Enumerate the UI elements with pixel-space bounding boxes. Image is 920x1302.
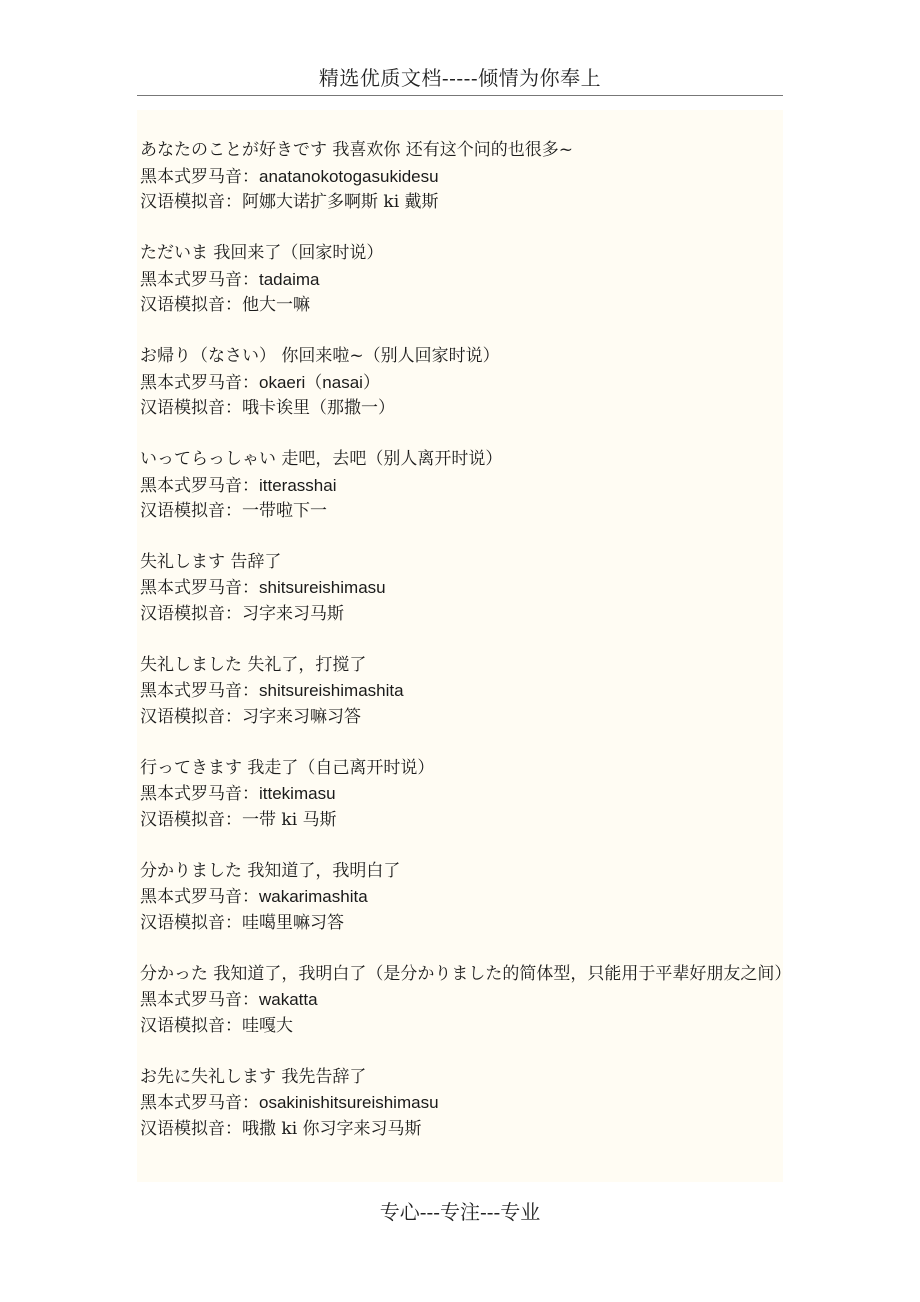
chinese-line [140, 602, 784, 628]
romaji-value: wakarimashita [259, 887, 368, 907]
phrase-entry [140, 550, 784, 628]
chinese-label: 汉语模拟音： [140, 192, 242, 213]
romaji-line [140, 781, 784, 808]
phrase-entry [140, 1065, 784, 1143]
romaji-line [140, 678, 784, 705]
chinese-label: 汉语模拟音： [140, 810, 242, 830]
phrase-line: 分かった 我知道了，我明白了（是分かりました的简体型，只能用于平辈好朋友之间） [140, 963, 792, 984]
romaji-line [140, 370, 784, 397]
chinese-value: 哇噶里嘛习答 [242, 912, 344, 933]
chinese-label: 汉语模拟音： [140, 501, 242, 522]
romaji-label: 黑本式罗马音： [140, 1093, 259, 1114]
chinese-value: 哦卡诶里（那撒一） [242, 398, 395, 419]
romaji-value: ittekimasu [259, 784, 336, 804]
romaji-line [140, 575, 784, 602]
chinese-line [140, 1117, 784, 1143]
romaji-value: itterasshai [259, 475, 337, 495]
chinese-value: 一带啦下一 [242, 501, 327, 522]
romaji-line [140, 884, 784, 911]
phrase-entry [140, 962, 792, 1040]
romaji-label: 黑本式罗马音： [140, 578, 259, 599]
chinese-line [140, 808, 784, 834]
romaji-value: osakinishitsureishimasu [259, 1093, 439, 1113]
romaji-line [140, 164, 784, 191]
romaji-label: 黑本式罗马音： [140, 166, 259, 187]
romaji-value: okaeri（nasai） [259, 372, 380, 392]
phrase-entry [140, 756, 784, 834]
phrase-entry [140, 859, 784, 937]
phrase-line: あなたのことが好きです 我喜欢你 还有这个问的也很多~ [140, 140, 574, 160]
chinese-label: 汉语模拟音： [140, 295, 242, 316]
phrase-entry [140, 344, 784, 422]
page-footer: 专心---专注---专业 [379, 1200, 541, 1224]
header-divider [137, 95, 783, 96]
romaji-value: tadaima [259, 269, 320, 289]
chinese-line [140, 190, 784, 216]
chinese-line [140, 1014, 784, 1040]
chinese-value: 习字来习马斯 [242, 604, 344, 625]
phrase-entry [140, 447, 784, 525]
phrase-line: 分かりました 我知道了，我明白了 [140, 860, 401, 881]
chinese-label: 汉语模拟音： [140, 1015, 242, 1036]
romaji-value: shitsureishimashita [259, 681, 404, 701]
romaji-value: shitsureishimasu [259, 578, 386, 598]
chinese-value: 一带 ki 马斯 [242, 810, 337, 830]
romaji-value: wakatta [259, 990, 318, 1010]
romaji-label: 黑本式罗马音： [140, 269, 259, 290]
chinese-line [140, 499, 784, 525]
chinese-line [140, 705, 784, 731]
phrase-entry [140, 653, 784, 731]
phrase-line: 行ってきます 我走了（自己离开时说） [140, 757, 435, 778]
romaji-label: 黑本式罗马音： [140, 784, 259, 805]
romaji-line [140, 987, 784, 1014]
chinese-value: 他大一嘛 [242, 295, 310, 316]
chinese-line [140, 396, 784, 422]
phrase-line: お帰り（なさい） 你回来啦~（别人回家时说） [140, 345, 500, 366]
romaji-value: anatanokotogasukidesu [259, 166, 439, 186]
phrase-entry [140, 138, 784, 216]
chinese-value: 阿娜大诺扩多啊斯 ki 戴斯 [242, 192, 439, 213]
romaji-line [140, 1090, 784, 1117]
chinese-line [140, 293, 784, 319]
romaji-label: 黑本式罗马音： [140, 990, 259, 1011]
romaji-line [140, 267, 784, 294]
chinese-label: 汉语模拟音： [140, 707, 242, 728]
chinese-value: 哦撒 ki 你习字来习马斯 [242, 1118, 422, 1139]
romaji-label: 黑本式罗马音： [140, 681, 259, 702]
chinese-label: 汉语模拟音： [140, 398, 242, 419]
romaji-label: 黑本式罗马音： [140, 475, 259, 496]
chinese-value: 习字来习嘛习答 [242, 707, 361, 728]
romaji-label: 黑本式罗马音： [140, 372, 259, 393]
chinese-label: 汉语模拟音： [140, 604, 242, 625]
phrase-line: お先に失礼します 我先告辞了 [140, 1066, 367, 1087]
page-header: 精选优质文档-----倾情为你奉上 [318, 66, 602, 90]
phrase-entry [140, 241, 784, 319]
romaji-line [140, 473, 784, 500]
phrase-line: ただいま 我回来了（回家时说） [140, 242, 384, 263]
chinese-label: 汉语模拟音： [140, 1118, 242, 1139]
chinese-line [140, 911, 784, 937]
phrase-list [140, 138, 792, 1168]
chinese-label: 汉语模拟音： [140, 912, 242, 933]
romaji-label: 黑本式罗马音： [140, 887, 259, 908]
phrase-line: 失礼します 告辞了 [140, 551, 282, 572]
chinese-value: 哇嘎大 [242, 1015, 293, 1036]
phrase-line: 失礼しました 失礼了，打搅了 [140, 654, 367, 675]
phrase-line: いってらっしゃい 走吧，去吧（别人离开时说） [140, 448, 503, 469]
